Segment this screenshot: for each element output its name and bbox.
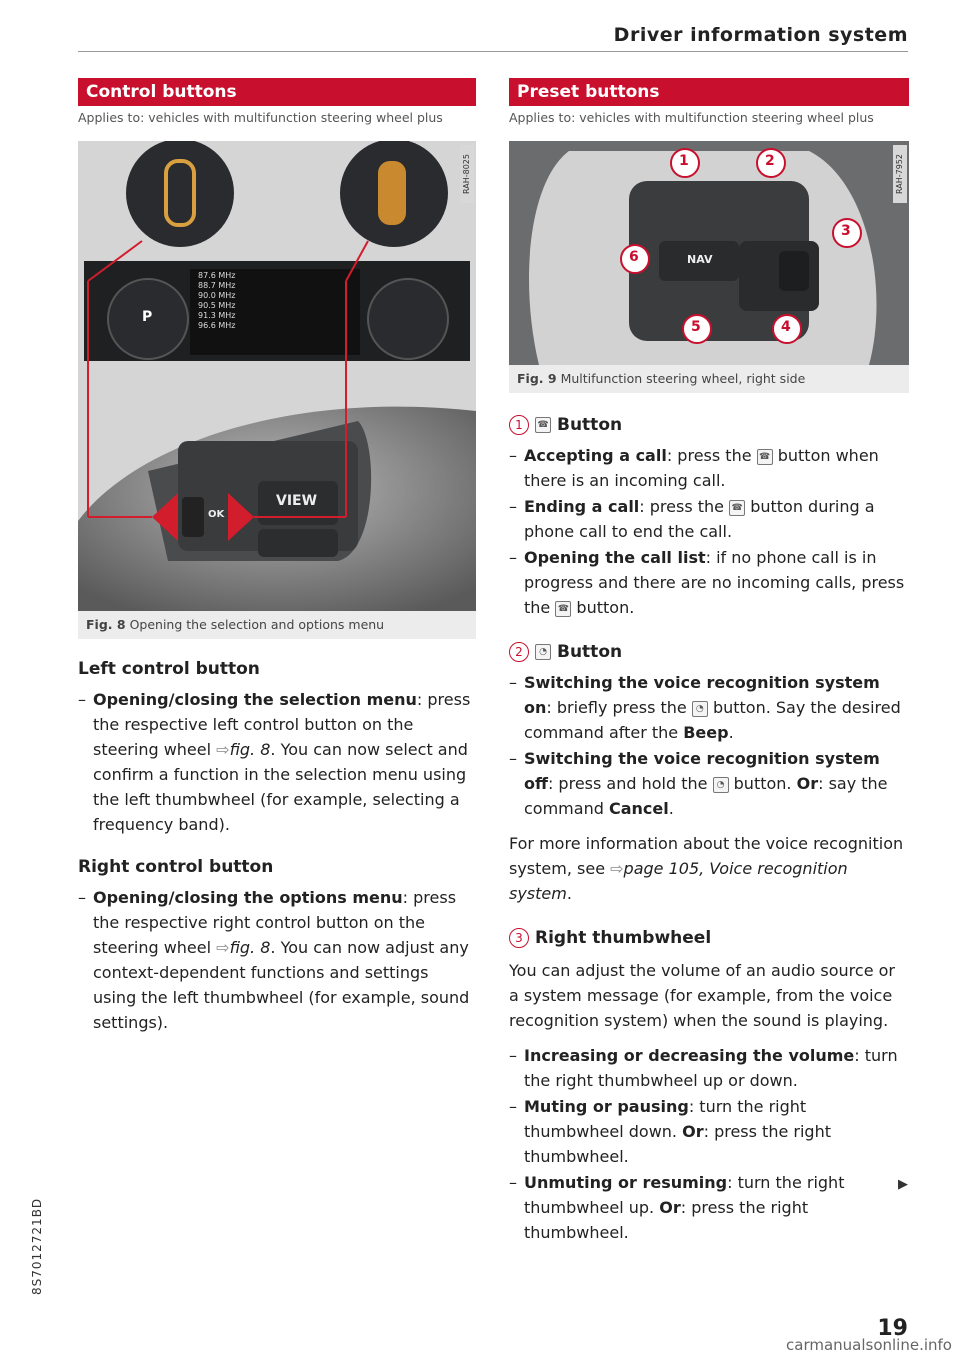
figure-label: Fig. 9	[517, 371, 557, 386]
ref-arrow-icon: ⇨	[216, 938, 230, 957]
left-column	[78, 78, 476, 1036]
item-2-list	[509, 670, 909, 821]
item-1-list	[509, 443, 909, 620]
figure-code: RAH-7952	[893, 145, 907, 203]
item-text: : press the	[666, 446, 757, 465]
right-column	[509, 78, 909, 1246]
left-control-list	[78, 687, 476, 837]
phone-icon: ☎	[535, 417, 551, 433]
figure-reference-link[interactable]: fig. 8	[229, 938, 271, 957]
callout-2: 2	[765, 153, 775, 169]
list-item	[509, 443, 909, 493]
ref-arrow-icon: ⇨	[216, 740, 230, 759]
item-bold: Switching the voice recognition system on	[524, 673, 880, 717]
item-text: . You can now select and confirm a function in the selection menu using the left thumbwheel (for example, selecting a frequency band).	[93, 740, 468, 834]
frequency-item: 90.0 MHz	[198, 291, 236, 300]
item-text: : if no phone call is in progress and there are no incoming calls, press the	[524, 548, 905, 617]
heading-right-control-button: Right control button	[78, 857, 274, 877]
figure-8	[78, 141, 476, 639]
item-bold: Beep	[683, 723, 729, 742]
steering-wheel-left-illustration	[78, 141, 476, 611]
item-text: : press the right thumbwheel.	[524, 1198, 809, 1242]
frequency-item: 88.7 MHz	[198, 281, 236, 290]
item-3-intro: You can adjust the volume of an audio source or a system message (for example, from the voice recognition system) when the sound is playing.	[509, 961, 895, 1030]
item-3-list	[509, 1043, 909, 1245]
view-button-label: VIEW	[276, 493, 318, 509]
item-bold: Opening the call list	[524, 548, 706, 567]
item-bold: Or	[659, 1198, 681, 1217]
figure-9	[509, 141, 909, 393]
item-bold: Opening/closing the options menu	[93, 888, 403, 907]
item-text: : press the respective left control button on the steering wheel	[93, 690, 471, 759]
item-3-heading	[509, 928, 909, 948]
voice-icon: ◔	[535, 644, 551, 660]
list-item	[78, 687, 476, 837]
figure-reference-link[interactable]: fig. 8	[229, 740, 271, 759]
caption-text: Multifunction steering wheel, right side	[560, 371, 806, 386]
item-bold: Unmuting or resuming	[524, 1173, 728, 1192]
item-title: Right thumbwheel	[535, 928, 712, 948]
list-item	[78, 885, 476, 1035]
callout-5: 5	[691, 319, 701, 335]
list-item	[509, 1043, 909, 1093]
watermark: carmanualsonline.info	[786, 1336, 952, 1354]
phone-icon: ☎	[757, 449, 773, 465]
item-bold: Opening/closing the selection menu	[93, 690, 417, 709]
document-code: 8S7012721BD	[30, 1197, 44, 1295]
item-title: Button	[557, 415, 623, 435]
item-2-heading	[509, 642, 909, 662]
caption-text: Opening the selection and options menu	[129, 617, 385, 632]
number-badge: 2	[509, 642, 529, 662]
item-text: : press the	[639, 497, 730, 516]
figure-9-image	[509, 141, 909, 365]
item-bold: Accepting a call	[524, 446, 667, 465]
list-item	[509, 545, 909, 620]
applies-to-note: Applies to: vehicles with multifunction steering wheel plus	[78, 110, 443, 125]
item-text: : press the respective right control button on the steering wheel	[93, 888, 457, 957]
gear-indicator: P	[142, 309, 153, 325]
item-text: : turn the right thumbwheel up or down.	[524, 1046, 898, 1090]
item-bold: Or	[682, 1122, 704, 1141]
list-item	[509, 1170, 909, 1245]
frequency-item: 91.3 MHz	[198, 311, 236, 320]
item-bold: Or	[796, 774, 819, 793]
item-title: Button	[557, 642, 623, 662]
item-bold: Switching the voice recognition system off	[524, 749, 880, 793]
header-rule	[78, 51, 908, 52]
phone-icon: ☎	[729, 500, 745, 516]
voice-icon: ◔	[713, 777, 729, 793]
list-item	[509, 1094, 909, 1169]
item-text: . You can now adjust any context-dependent functions and settings using the left thumbwheel (for example, sound settings).	[93, 938, 470, 1032]
item-bold: Ending a call	[524, 497, 640, 516]
applies-to-note: Applies to: vehicles with multifunction steering wheel plus	[509, 110, 874, 125]
callout-3: 3	[841, 223, 851, 239]
item-text: button.	[571, 598, 635, 617]
item-text: : press and hold the	[547, 774, 713, 793]
right-control-list	[78, 885, 476, 1035]
item-bold: Muting or pausing	[524, 1097, 689, 1116]
section-title-control-buttons: Control buttons	[78, 78, 476, 106]
voice-icon: ◔	[692, 701, 708, 717]
voice-more-info	[509, 831, 909, 906]
item-text: For more information about the voice recognition system, see	[509, 834, 904, 878]
item-text: button when there is an incoming call.	[524, 446, 879, 490]
list-item: – Switching the voice recognition system off: press and hold the ◔ button. Or: say the command Cancel.	[509, 746, 909, 821]
frequency-item: 90.5 MHz	[198, 301, 236, 310]
nav-button-label: NAV	[687, 253, 713, 266]
item-text: : turn the right thumbwheel up.	[524, 1173, 845, 1217]
ok-button-label: OK	[208, 509, 225, 520]
number-badge: 1	[509, 415, 529, 435]
frequency-item: 87.6 MHz	[198, 271, 236, 280]
figure-9-caption	[509, 365, 909, 393]
frequency-list	[198, 271, 298, 331]
frequency-item: 96.6 MHz	[198, 321, 236, 330]
phone-icon: ☎	[555, 601, 571, 617]
item-text: button during a phone call to end the call.	[524, 497, 875, 541]
item-bold: Cancel	[608, 799, 669, 818]
number-badge: 3	[509, 928, 529, 948]
continue-arrow-icon: ▶	[898, 1177, 908, 1192]
figure-8-image	[78, 141, 476, 611]
heading-left-control-button: Left control button	[78, 659, 260, 679]
callout-1: 1	[679, 153, 689, 169]
item-1-heading	[509, 415, 909, 435]
figure-8-caption	[78, 611, 476, 639]
figure-label: Fig. 8	[86, 617, 126, 632]
figure-code: RAH-8025	[460, 145, 474, 203]
page-reference-link[interactable]: page 105, Voice recognition system	[509, 859, 848, 903]
callout-6: 6	[629, 249, 639, 265]
item-text: : turn the right thumbwheel down.	[524, 1097, 807, 1141]
section-title-preset-buttons: Preset buttons	[509, 78, 909, 106]
page-number: 19	[877, 1316, 908, 1341]
item-text: : say the command	[524, 774, 888, 818]
running-head: Driver information system	[613, 24, 908, 46]
item-bold: Increasing or decreasing the volume	[524, 1046, 855, 1065]
list-item	[509, 494, 909, 544]
item-text: button.	[728, 774, 797, 793]
item-text: : press the right thumbwheel.	[524, 1122, 831, 1166]
item-text: button. Say the desired command after the	[524, 698, 901, 742]
item-text: : briefly press the	[546, 698, 692, 717]
ref-arrow-icon: ⇨	[610, 859, 624, 878]
callout-4: 4	[781, 319, 791, 335]
item-text: .	[566, 884, 572, 903]
list-item: – Switching the voice recognition system on: briefly press the ◔ button. Say the desired command after the Beep.	[509, 670, 909, 745]
